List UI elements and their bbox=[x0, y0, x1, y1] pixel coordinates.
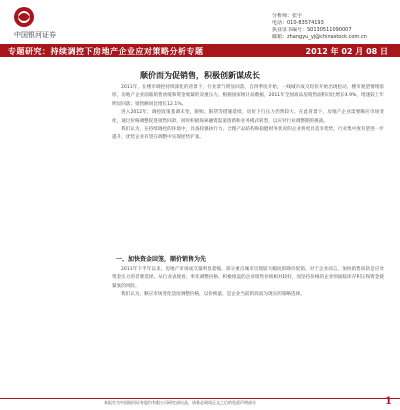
analyst-name: 分析师：张宇 bbox=[272, 13, 303, 19]
report-category: 专题研究：持续调控下房地产企业应对策略分析专题 bbox=[8, 47, 204, 56]
report-banner bbox=[0, 44, 400, 57]
analyst-license: 执业证书编号：S0130511090007 bbox=[272, 27, 352, 33]
logo-text: 中国银河证券 bbox=[14, 31, 56, 39]
paragraph: 我们认为，在持续调控的环境中，具备较强执行力、合理产品结构和稳健财务状况的企业将更具竞争优势，行业集中度有望进一步提升，优势企业有望在调整中实现逆势扩张。 bbox=[112, 127, 384, 141]
page-number: 1 bbox=[385, 396, 392, 407]
company-logo bbox=[4, 4, 124, 42]
analyst-phone: 电话：010-83574193 bbox=[272, 20, 324, 26]
footer-disclaimer: 本报告为中国银河证券股份有限公司研究部出品，请务必阅读正文之后的免责声明部分 bbox=[104, 400, 256, 405]
paragraph: 我们认为，顺应市场变化适度调整价格，以价换量，是企业当前阶段较为现实的策略选择。 bbox=[121, 292, 305, 298]
intro-text bbox=[112, 84, 384, 143]
galaxy-logo-icon bbox=[4, 4, 44, 32]
paragraph: 进入2012年，调控政策基调未变，限购、限贷等措施延续，房价下行压力仍然较大。在此背景下，房地产企业需要顺应市场变化，通过价格调整促进销售回款，同时积极探索融资渠道创新和业务模式转型，以应对行业调整期的挑战。 bbox=[112, 110, 384, 124]
analyst-email[interactable]: 邮箱：zhangyu_yj@chinastock.com.cn bbox=[272, 34, 367, 40]
analyst-contact bbox=[272, 13, 392, 41]
report-date: 2012 年 02 月 08 日 bbox=[305, 47, 388, 56]
paragraph: 2011年下半年以来，房地产市场成交量明显萎缩，部分重点城市出现较大幅度的降价促销。对于企业而言，加快销售回款是应对资金压力的首要选择。从行业表现看，率先调整价格、积极推盘的企业销售业绩相对较好，而坚持价格的企业则面临库存积压和资金链紧张的风险。 bbox=[112, 267, 384, 289]
section-heading: 一、加快资金回笼，顺价销售为先 bbox=[116, 256, 207, 263]
footer-divider bbox=[0, 398, 400, 399]
report-title: 顺价而为促销售，积极创新谋成长 bbox=[140, 71, 260, 80]
section-text bbox=[112, 266, 384, 300]
paragraph: 2011年，在楼市调控持续深化的背景下，行业景气明显回落，自四季度开始，一线城市成交均价开始出现松动，楼市观望情绪浓厚，房地产企业面临销售放缓和资金收紧的双重压力。根据国家统计局数据，2011年全国商品房销售面积同比增长4.9%，增速较上年明显回落；销售额同比增长12.1%。 bbox=[112, 85, 384, 107]
